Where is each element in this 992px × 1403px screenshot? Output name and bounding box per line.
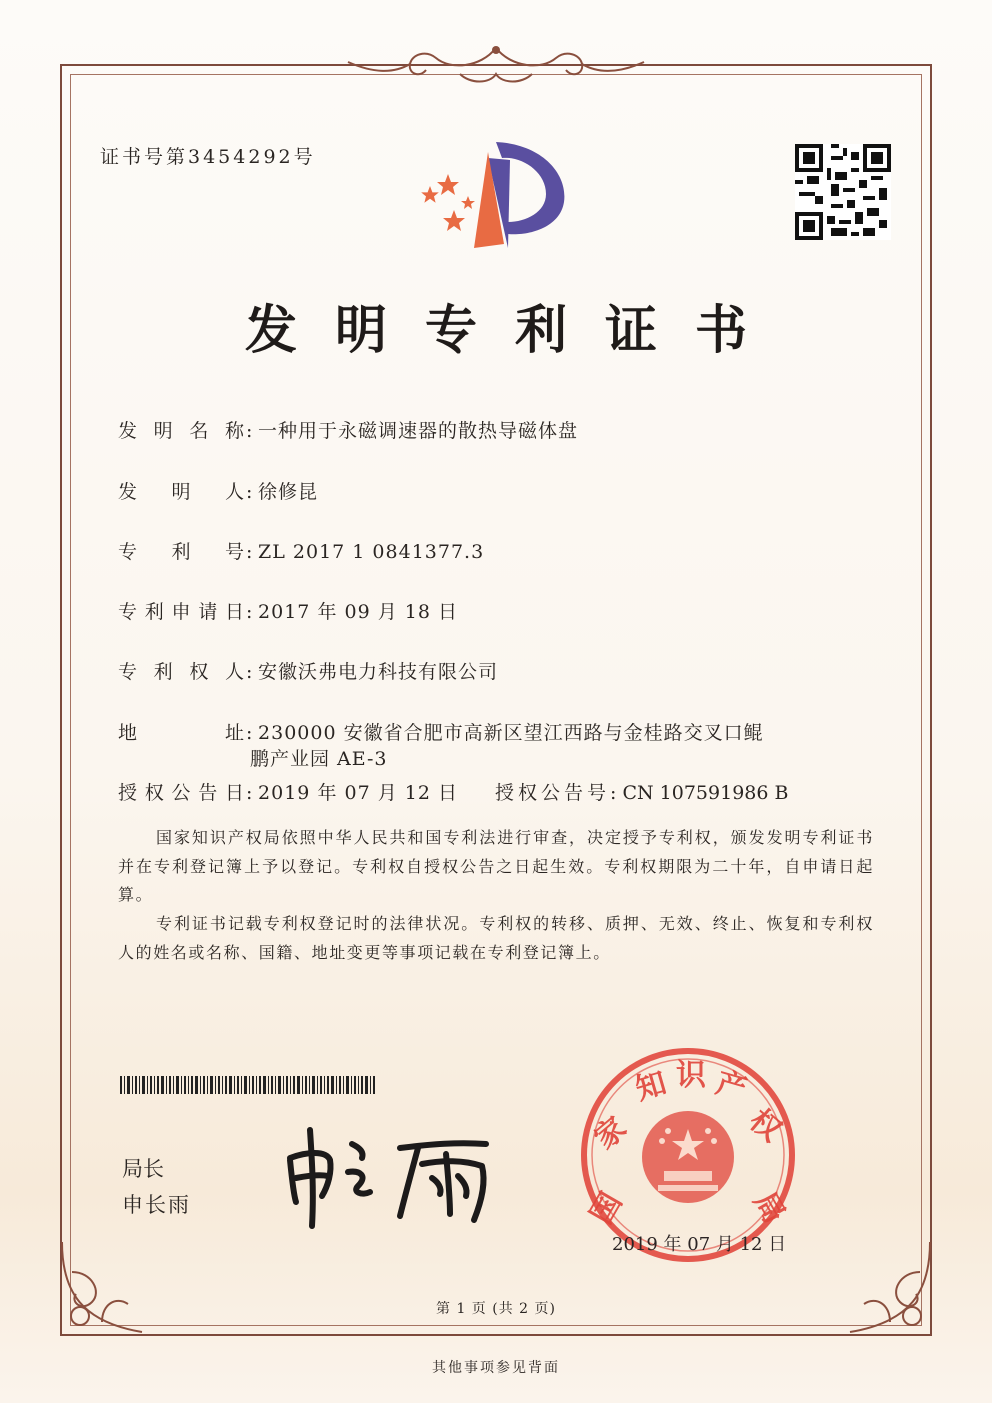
svg-text:知: 知 xyxy=(631,1065,671,1108)
field-inventor: 发明人: 徐修昆 xyxy=(118,477,318,504)
field-label: 专利权人 xyxy=(118,661,246,683)
field-value: 2019 年 07 月 12 日 xyxy=(258,782,458,804)
field-invention-name: 发明名称: 一种用于永磁调速器的散热导磁体盘 xyxy=(118,416,578,443)
certificate-title: 发明专利证书 xyxy=(244,300,785,361)
director-name: 申长雨 xyxy=(122,1193,191,1217)
field-value: 230000 安徽省合肥市高新区望江西路与金桂路交叉口鲲 xyxy=(258,722,764,744)
field-address: 地址: 230000 安徽省合肥市高新区望江西路与金桂路交叉口鲲 xyxy=(118,718,764,745)
svg-text:识: 识 xyxy=(676,1058,706,1093)
field-value: 安徽沃弗电力科技有限公司 xyxy=(258,661,499,683)
svg-text:家: 家 xyxy=(587,1110,634,1157)
corner-ornament-bottom-left-icon xyxy=(52,1232,162,1342)
svg-text:国: 国 xyxy=(584,1186,630,1231)
svg-text:产: 产 xyxy=(712,1065,751,1108)
field-grant-date: 授权公告日: 2019 年 07 月 12 日 xyxy=(118,778,458,805)
patent-office-emblem-icon xyxy=(418,138,570,250)
field-patent-number: 专利号: ZL 2017 1 0841377.3 xyxy=(118,537,484,564)
field-address-line2: 鹏产业园 AE-3 xyxy=(250,748,388,770)
field-value: CN 107591986 B xyxy=(622,782,789,804)
top-ornament-icon xyxy=(340,40,652,90)
barcode-icon xyxy=(120,1076,376,1094)
field-value: 徐修昆 xyxy=(258,481,319,503)
field-label: 地址 xyxy=(118,722,246,744)
field-value: 一种用于永磁调速器的散热导磁体盘 xyxy=(258,420,579,442)
svg-text:权: 权 xyxy=(742,1102,789,1149)
field-patentee: 专利权人: 安徽沃弗电力科技有限公司 xyxy=(118,657,498,684)
field-label: 授权公告号 xyxy=(495,782,611,804)
field-application-date: 专利申请日: 2017 年 09 月 18 日 xyxy=(118,597,458,624)
corner-ornament-bottom-right-icon xyxy=(830,1232,940,1342)
certificate-number: 证书号第3454292号 xyxy=(100,146,316,168)
field-label: 专利号 xyxy=(118,541,246,563)
field-label: 发明名称 xyxy=(118,420,246,442)
page-number: 第 1 页 (共 2 页) xyxy=(436,1301,556,1317)
seal-date: 2019 年 07 月 12 日 xyxy=(612,1234,787,1255)
field-grant-publication-number: 授权公告号: CN 107591986 B xyxy=(495,778,788,805)
svg-text:局: 局 xyxy=(746,1186,792,1230)
director-title: 局长 xyxy=(122,1157,164,1181)
footer-note: 其他事项参见背面 xyxy=(432,1360,560,1376)
field-value: ZL 2017 1 0841377.3 xyxy=(258,541,485,563)
director-signature-icon xyxy=(282,1120,502,1230)
paragraph-grant-statement: 国家知识产权局依照中华人民共和国专利法进行审查，决定授予专利权，颁发发明专利证书并在专利登记簿上予以登记。专利权自授权公告之日起生效。专利权期限为二十年，自申请日起算。 xyxy=(118,828,874,904)
paragraph-legal-status: 专利证书记载专利权登记时的法律状况。专利权的转移、质押、无效、终止、恢复和专利权人的姓名或名称、国籍、地址变更等事项记载在专利登记簿上。 xyxy=(118,914,874,962)
field-label: 专利申请日 xyxy=(118,601,246,623)
field-label: 发明人 xyxy=(118,481,246,503)
field-label: 授权公告日 xyxy=(118,782,246,804)
qr-code-icon xyxy=(795,144,891,240)
field-value: 2017 年 09 月 18 日 xyxy=(258,601,458,623)
